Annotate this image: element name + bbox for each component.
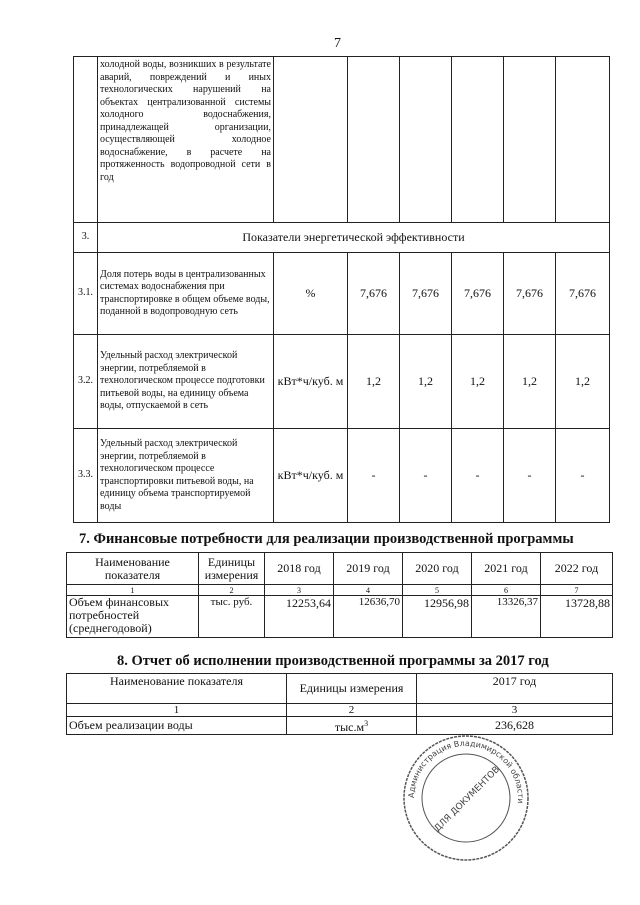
table-row: Объем финансовых потребностей (среднегодовой) тыс. руб. 12253,64 12636,70 12956,98 13326,37 13728,88 [67,596,613,638]
table-row: 3.3. Удельный расход электрической энергии, потребляемой в технологическом процессе транспортировки питьевой воды, на единицу объема транспортируемой воды кВт*ч/куб. м - - - - - [74,429,610,523]
official-stamp [400,732,532,864]
section8-title: 8. Отчет об исполнении производственной программы за 2017 год [117,653,549,669]
execution-report-table [66,673,613,735]
table-row: Объем реализации воды $тыс.м^3$ 236,628 [67,717,613,735]
table-header-row: Наименование показателя Единицы измерения 2017 год [67,674,613,704]
financial-needs-table [66,552,613,638]
indicator-name: Удельный расход электрической энергии, потребляемой в технологическом процессе транспортировки питьевой воды, на единицу объема транспортируемой воды [98,429,274,523]
section3-number: 3. [74,223,98,253]
section3-title: Показатели энергетической эффективности [98,223,610,253]
table-header-row: Наименование показателя Единицы измерения 2018 год 2019 год 2020 год 2021 год 2022 год [67,553,613,585]
stamp-outer-text: Администрация Владимирской области [406,738,526,804]
indicator-unit: кВт*ч/куб. м [274,335,348,429]
page-number: 7 [334,36,341,51]
stamp-inner-text: ДЛЯ ДОКУМЕНТОВ [432,764,503,835]
continued-indicator-text: холодной воды, возникших в результате аварий, повреждений и иных технологических нарушений на объектах централизованной системы холодного водоснабжения, принадлежащей организации, осуществляющей холодное водоснабжение, в расчете на протяженность водопроводной сети в год [98,57,274,223]
indicator-unit: кВт*ч/куб. м [274,429,348,523]
indicator-name: Удельный расход электрической энергии, потребляемой в технологическом процессе подготовки питьевой воды, на единицу объема воды, отпускаемой в сеть [98,335,274,429]
table-row: 3.1. Доля потерь воды в централизованных системах водоснабжения при транспортировке в общем объеме воды, поданной в водопроводную сеть % 7,676 7,676 7,676 7,676 7,676 [74,253,610,335]
indicator-unit: % [274,253,348,335]
column-number-row: 1 2 3 4 5 6 7 [67,585,613,596]
column-number-row: 1 2 3 [67,704,613,717]
indicator-name: Доля потерь воды в централизованных системах водоснабжения при транспортировке в общем объеме воды, поданной в водопроводную сеть [98,253,274,335]
table-row [74,57,610,223]
indicators-table [73,56,610,523]
section3-header-row [74,223,610,253]
financial-row-name: Объем финансовых потребностей (среднегодовой) [67,596,199,638]
table-row: 3.2. Удельный расход электрической энергии, потребляемой в технологическом процессе подготовки питьевой воды, на единицу объема воды, отпускаемой в сеть кВт*ч/куб. м 1,2 1,2 1,2 1,2 1,2 [74,335,610,429]
section7-title: 7. Финансовые потребности для реализации производственной программы [79,531,574,547]
